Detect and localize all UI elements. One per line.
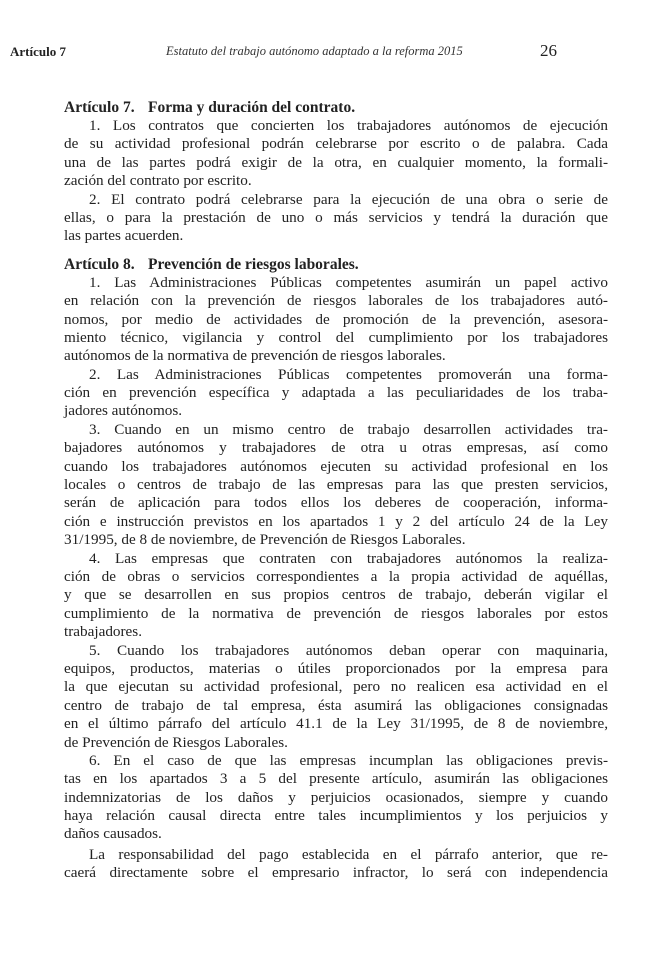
text-line: 3. Cuando en un mismo centro de trabajo desarrollen actividades tra- [89, 420, 608, 438]
paragraph [64, 642, 608, 752]
article-heading [64, 98, 608, 117]
paragraph [64, 846, 608, 883]
text-line: jadores autónomos. [64, 402, 183, 420]
text-line: centro de trabajo de tal empresa, ésta asumirá las obligaciones consignadas [64, 696, 608, 714]
running-header-title: Estatuto del trabajo autónomo adaptado a la reforma 2015 [166, 44, 463, 58]
paragraph [64, 117, 608, 191]
paragraph [64, 550, 608, 642]
document-body [64, 98, 608, 892]
text-line: miento técnico, vigilancia y control del cumplimiento por los trabajadores [64, 328, 608, 346]
paragraph [64, 421, 608, 550]
text-line: locales o centros de trabajo de las empresas para las que presten servicios, [64, 476, 608, 494]
running-header [0, 42, 650, 64]
text-line: caerá directamente sobre el empresario infractor, lo será con independencia [64, 864, 608, 882]
text-line: autónomos de la normativa de prevención de riesgos laborales. [64, 347, 446, 365]
text-line: 5. Cuando los trabajadores autónomos deban operar con maquinaria, [89, 641, 608, 659]
text-line: trabajadores. [64, 623, 143, 641]
page-number: 26 [540, 41, 557, 60]
running-header-section: Artículo 7 [10, 44, 66, 59]
paragraph [64, 752, 608, 844]
text-line: 1. Las Administraciones Públicas competentes asumirán un papel activo [89, 273, 608, 291]
text-line: nomos, por medio de actividades de promoción de la prevención, asesora- [64, 310, 608, 328]
article-title: Prevención de riesgos laborales. [148, 255, 359, 273]
text-line: daños causados. [64, 825, 162, 843]
text-line: ción e instrucción previstos en los apartados 1 y 2 del artículo 24 de la Ley [64, 512, 608, 530]
text-line: 2. Las Administraciones Públicas competentes promoverán una forma- [89, 365, 608, 383]
paragraph [64, 191, 608, 246]
text-line: indemnizatorias de los daños y perjuicios ocasionados, siempre y cuando [64, 788, 608, 806]
text-line: tas en los apartados 3 a 5 del presente artículo, asumirán las obligaciones [64, 770, 608, 788]
text-line: ellas, o para la prestación de uno o más servicios y tendrá la duración que [64, 208, 608, 226]
text-line: ción de obras o servicios correspondientes a la propia actividad de aquéllas, [64, 567, 608, 585]
text-line: las partes acuerden. [64, 227, 184, 245]
article-number: Artículo 8. [64, 255, 135, 273]
text-line: 4. Las empresas que contraten con trabajadores autónomos la realiza- [89, 549, 608, 567]
article-number: Artículo 7. [64, 99, 135, 116]
text-line: 1. Los contratos que concierten los trabajadores autónomos de ejecución [89, 117, 608, 134]
text-line: serán de aplicación para todos ellos los deberes de cooperación, informa- [64, 494, 608, 512]
paragraph [64, 274, 608, 366]
text-line: de Prevención de Riesgos Laborales. [64, 733, 288, 751]
text-line: bajadores autónomos y trabajadores de otra u otras empresas, así como [64, 439, 608, 457]
text-line: la que ejecutan su actividad profesional, pero no realicen esa actividad en el [64, 678, 608, 696]
text-line: cumplimiento de la normativa de prevención de riesgos laborales por estos [64, 604, 608, 622]
article-section [64, 255, 608, 883]
text-line: zación del contrato por escrito. [64, 172, 252, 190]
text-line: haya relación causal directa entre tales incumplimientos y los perjuicios y [64, 807, 608, 825]
text-line: La responsabilidad del pago establecida en el párrafo anterior, que re- [89, 845, 608, 863]
article-title: Forma y duración del contrato. [148, 99, 356, 116]
text-line: 6. En el caso de que las empresas incumplan las obligaciones previs- [89, 751, 608, 769]
text-line: ción en prevención específica y adaptada a las peculiaridades de los traba- [64, 384, 608, 402]
text-line: de su actividad profesional podrán celebrarse por escrito o de palabra. Cada [64, 135, 608, 153]
text-line: en el último párrafo del artículo 41.1 de la Ley 31/1995, de 8 de noviembre, [64, 715, 608, 733]
text-line: 2. El contrato podrá celebrarse para la ejecución de una obra o serie de [89, 190, 608, 208]
text-line: en relación con la prevención de riesgos laborales de los trabajadores autó- [64, 292, 608, 310]
article-heading [64, 255, 608, 274]
text-line: y que se desarrollen en sus propios centros de trabajo, deberán vigilar el [64, 586, 608, 604]
text-line: 31/1995, de 8 de noviembre, de Prevención de Riesgos Laborales. [64, 531, 466, 549]
text-line: cuando los trabajadores autónomos ejecuten su actividad profesional en los [64, 457, 608, 475]
paragraph [64, 366, 608, 421]
article-section [64, 98, 608, 246]
text-line: una de las partes podrá exigir de la otra, en cualquier momento, la formali- [64, 153, 608, 171]
text-line: equipos, productos, materias o útiles proporcionados por la empresa para [64, 659, 608, 677]
